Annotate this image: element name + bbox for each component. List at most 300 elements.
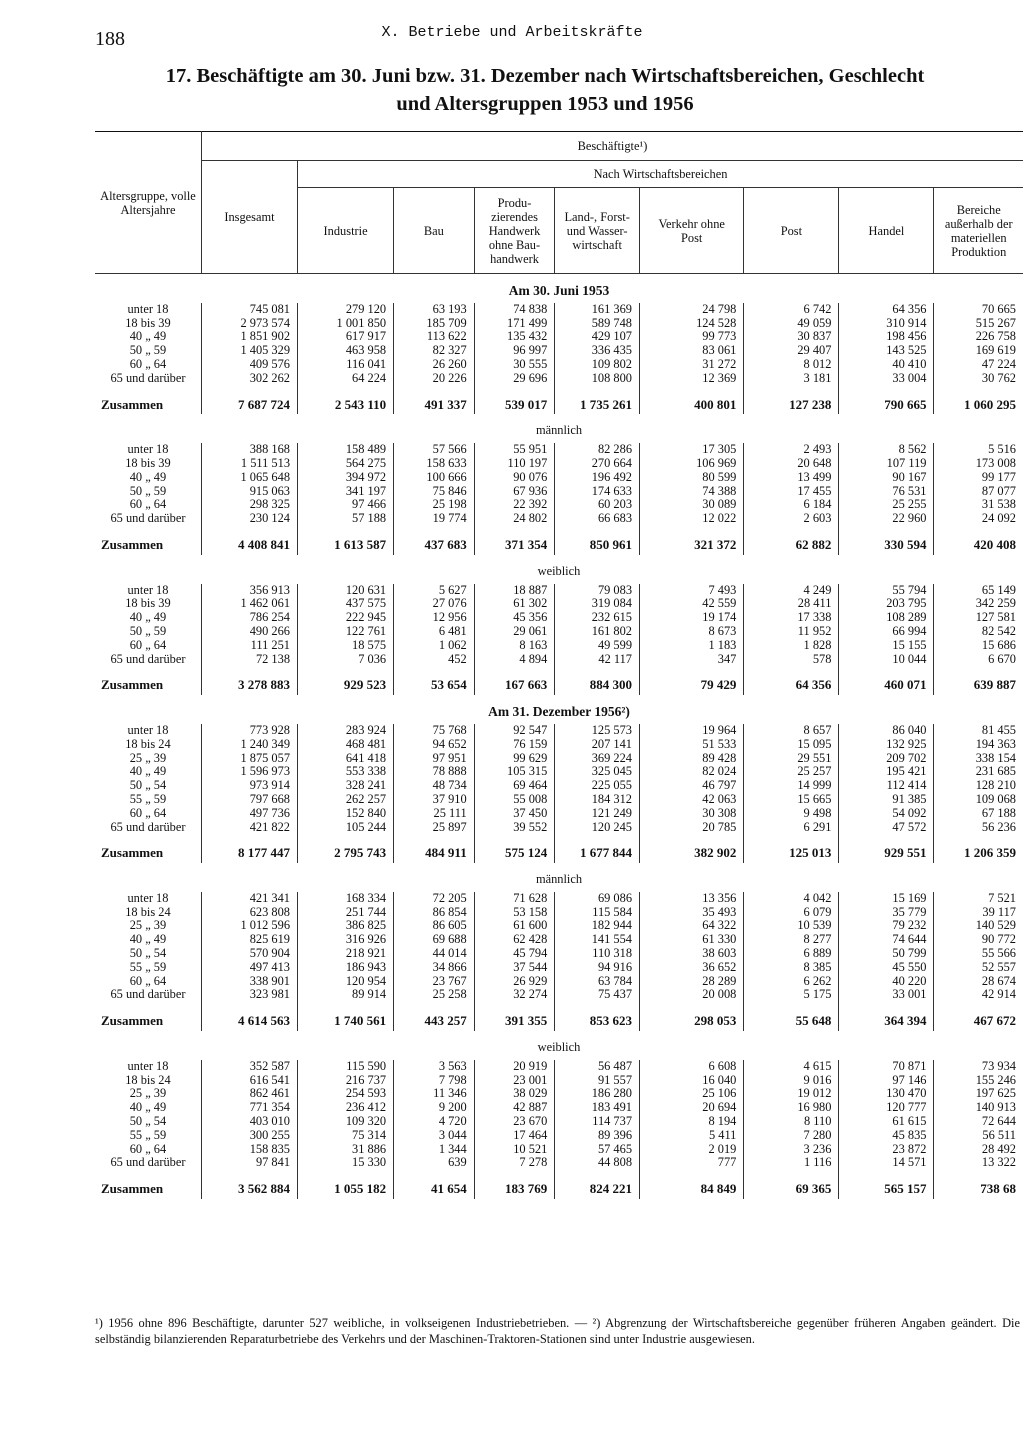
value-cell: 310 914 [839,317,934,331]
value-cell: 2 019 [640,1143,744,1157]
value-cell: 161 369 [555,303,640,317]
value-cell: 69 688 [394,933,475,947]
value-cell: 34 866 [394,961,475,975]
value-cell: 4 042 [744,892,839,906]
total-value: 738 68 [934,1176,1023,1199]
value-cell: 132 925 [839,738,934,752]
value-cell: 158 835 [201,1143,297,1157]
value-cell: 120 631 [298,584,394,598]
value-cell: 589 748 [555,317,640,331]
value-cell: 75 768 [394,724,475,738]
table-row [95,1129,1023,1143]
total-value: 127 238 [744,392,839,415]
age-group-label: 40 „ 49 [129,933,167,947]
col-header-landwirtschaft: Land-, Forst- und Wasser-wirtschaft [555,188,640,274]
section-heading-row [95,1031,1023,1060]
value-cell: 38 603 [640,947,744,961]
value-cell: 60 203 [555,498,640,512]
section-heading: weiblich [537,563,581,578]
value-cell: 8 385 [744,961,839,975]
value-cell: 1 062 [394,639,475,653]
value-cell: 74 388 [640,485,744,499]
value-cell: 46 797 [640,779,744,793]
value-cell: 773 928 [201,724,297,738]
value-cell: 17 464 [474,1129,555,1143]
total-value: 183 769 [474,1176,555,1199]
col-header-bereiche: Bereiche außerhalb der materiellen Produktion [934,188,1023,274]
value-cell: 67 188 [934,807,1023,821]
table-row [95,443,1023,457]
value-cell: 86 605 [394,919,475,933]
age-group-label: 65 und darüber [110,1156,186,1170]
value-cell: 225 055 [555,779,640,793]
value-cell: 76 159 [474,738,555,752]
value-cell: 23 001 [474,1074,555,1088]
value-cell: 90 167 [839,471,934,485]
value-cell: 452 [394,653,475,667]
total-label: Zusammen [101,845,164,861]
value-cell: 236 412 [298,1101,394,1115]
value-cell: 23 767 [394,975,475,989]
value-cell: 55 008 [474,793,555,807]
value-cell: 341 197 [298,485,394,499]
total-value: 443 257 [394,1008,475,1031]
value-cell: 116 041 [298,358,394,372]
age-group-label: 55 „ 59 [129,960,167,974]
total-value: 400 801 [640,392,744,415]
table-row [95,372,1023,386]
value-cell: 45 356 [474,611,555,625]
value-cell: 283 924 [298,724,394,738]
value-cell: 66 994 [839,625,934,639]
value-cell: 51 533 [640,738,744,752]
value-cell: 338 901 [201,975,297,989]
age-group-label: 18 bis 24 [125,737,171,751]
value-cell: 19 774 [394,512,475,526]
total-value: 420 408 [934,532,1023,555]
value-cell: 74 838 [474,303,555,317]
age-group-label: 55 „ 59 [129,1128,167,1142]
value-cell: 328 241 [298,779,394,793]
value-cell: 62 428 [474,933,555,947]
value-cell: 4 249 [744,584,839,598]
value-cell: 75 437 [555,988,640,1002]
value-cell: 45 794 [474,947,555,961]
value-cell: 111 251 [201,639,297,653]
value-cell: 6 262 [744,975,839,989]
value-cell: 6 291 [744,821,839,835]
value-cell: 1 462 061 [201,597,297,611]
value-cell: 89 428 [640,752,744,766]
value-cell: 141 554 [555,933,640,947]
value-cell: 8 110 [744,1115,839,1129]
value-cell: 251 744 [298,906,394,920]
value-cell: 2 973 574 [201,317,297,331]
value-cell: 3 044 [394,1129,475,1143]
value-cell: 55 951 [474,443,555,457]
value-cell: 72 138 [201,653,297,667]
age-group-label: 50 „ 59 [129,344,167,358]
value-cell: 8 657 [744,724,839,738]
table-row [95,752,1023,766]
value-cell: 13 322 [934,1156,1023,1170]
value-cell: 45 835 [839,1129,934,1143]
value-cell: 797 668 [201,793,297,807]
age-group-label: 18 bis 24 [125,905,171,919]
value-cell: 25 258 [394,988,475,1002]
value-cell: 185 709 [394,317,475,331]
value-cell: 100 666 [394,471,475,485]
total-value: 467 672 [934,1008,1023,1031]
value-cell: 300 255 [201,1129,297,1143]
value-cell: 9 200 [394,1101,475,1115]
section-heading-row [95,414,1023,443]
value-cell: 110 318 [555,947,640,961]
table-row [95,1156,1023,1170]
value-cell: 1 240 349 [201,738,297,752]
total-row [95,532,1023,555]
section-heading: weiblich [537,1040,581,1055]
value-cell: 13 499 [744,471,839,485]
age-group-label: 40 „ 49 [129,1101,167,1115]
value-cell: 40 220 [839,975,934,989]
value-cell: 76 531 [839,485,934,499]
value-cell: 171 499 [474,317,555,331]
value-cell: 195 421 [839,765,934,779]
value-cell: 120 954 [298,975,394,989]
age-group-label: unter 18 [127,443,169,457]
value-cell: 7 521 [934,892,1023,906]
total-label: Zusammen [101,1181,164,1197]
value-cell: 89 914 [298,988,394,1002]
value-cell: 79 083 [555,584,640,598]
value-cell: 19 964 [640,724,744,738]
age-group-label: 60 „ 64 [129,806,167,820]
value-cell: 15 095 [744,738,839,752]
value-cell: 99 177 [934,471,1023,485]
age-group-label: 65 und darüber [110,988,186,1002]
value-cell: 23 872 [839,1143,934,1157]
employees-header: Beschäftigte¹) [201,132,1023,161]
value-cell: 56 487 [555,1060,640,1074]
value-cell: 37 544 [474,961,555,975]
value-cell: 99 629 [474,752,555,766]
value-cell: 8 163 [474,639,555,653]
value-cell: 10 539 [744,919,839,933]
value-cell: 56 511 [934,1129,1023,1143]
value-cell: 130 470 [839,1087,934,1101]
value-cell: 114 737 [555,1115,640,1129]
value-cell: 25 255 [839,498,934,512]
total-value: 1 060 295 [934,392,1023,415]
total-label: Zusammen [101,536,164,552]
value-cell: 82 024 [640,765,744,779]
sector-header: Nach Wirtschaftsbereichen [298,161,1023,188]
value-cell: 109 068 [934,793,1023,807]
total-row [95,1176,1023,1199]
value-cell: 67 936 [474,485,555,499]
value-cell: 8 012 [744,358,839,372]
value-cell: 99 773 [640,330,744,344]
value-cell: 57 465 [555,1143,640,1157]
value-cell: 31 538 [934,498,1023,512]
table-row [95,961,1023,975]
value-cell: 623 808 [201,906,297,920]
value-cell: 66 683 [555,512,640,526]
age-group-label: unter 18 [127,583,169,597]
table-row [95,1087,1023,1101]
age-group-label: 25 „ 39 [129,751,167,765]
value-cell: 80 599 [640,471,744,485]
value-cell: 12 956 [394,611,475,625]
total-value: 853 623 [555,1008,640,1031]
value-cell: 409 576 [201,358,297,372]
value-cell: 39 117 [934,906,1023,920]
table-row [95,988,1023,1002]
age-group-label: 40 „ 49 [129,330,167,344]
total-value: 321 372 [640,532,744,555]
value-cell: 105 315 [474,765,555,779]
value-cell: 468 481 [298,738,394,752]
value-cell: 44 808 [555,1156,640,1170]
stub-header: Altersgruppe, volle Altersjahre [95,132,201,274]
value-cell: 31 272 [640,358,744,372]
value-cell: 28 674 [934,975,1023,989]
value-cell: 110 197 [474,457,555,471]
value-cell: 319 084 [555,597,640,611]
value-cell: 11 346 [394,1087,475,1101]
age-group-label: 60 „ 64 [129,357,167,371]
value-cell: 25 111 [394,807,475,821]
value-cell: 8 277 [744,933,839,947]
table-row [95,807,1023,821]
value-cell: 222 945 [298,611,394,625]
value-cell: 174 633 [555,485,640,499]
value-cell: 73 934 [934,1060,1023,1074]
value-cell: 7 036 [298,653,394,667]
value-cell: 6 079 [744,906,839,920]
value-cell: 786 254 [201,611,297,625]
section-heading-row [95,863,1023,892]
value-cell: 270 664 [555,457,640,471]
value-cell: 19 012 [744,1087,839,1101]
value-cell: 78 888 [394,765,475,779]
value-cell: 108 289 [839,611,934,625]
value-cell: 20 694 [640,1101,744,1115]
value-cell: 86 854 [394,906,475,920]
age-group-label: 18 bis 39 [125,597,171,611]
value-cell: 64 356 [839,303,934,317]
value-cell: 38 029 [474,1087,555,1101]
table-row [95,1101,1023,1115]
value-cell: 12 369 [640,372,744,386]
value-cell: 15 169 [839,892,934,906]
value-cell: 298 325 [201,498,297,512]
age-group-label: 60 „ 64 [129,974,167,988]
value-cell: 16 040 [640,1074,744,1088]
total-value: 62 882 [744,532,839,555]
value-cell: 36 652 [640,961,744,975]
value-cell: 168 334 [298,892,394,906]
value-cell: 336 435 [555,344,640,358]
table-row [95,933,1023,947]
value-cell: 61 330 [640,933,744,947]
value-cell: 44 014 [394,947,475,961]
total-value: 382 902 [640,840,744,863]
value-cell: 262 257 [298,793,394,807]
value-cell: 183 491 [555,1101,640,1115]
value-cell: 79 232 [839,919,934,933]
total-value: 491 337 [394,392,475,415]
value-cell: 109 320 [298,1115,394,1129]
value-cell: 63 193 [394,303,475,317]
value-cell: 4 720 [394,1115,475,1129]
value-cell: 22 392 [474,498,555,512]
value-cell: 10 044 [839,653,934,667]
value-cell: 19 174 [640,611,744,625]
value-cell: 57 188 [298,512,394,526]
value-cell: 20 785 [640,821,744,835]
value-cell: 47 224 [934,358,1023,372]
value-cell: 35 779 [839,906,934,920]
section-heading-row [95,695,1023,724]
table-row [95,919,1023,933]
total-value: 53 654 [394,672,475,695]
age-group-label: unter 18 [127,1059,169,1073]
table-row [95,653,1023,667]
value-cell: 22 960 [839,512,934,526]
value-cell: 28 411 [744,597,839,611]
table-body [95,274,1023,1200]
value-cell: 61 302 [474,597,555,611]
table-row [95,779,1023,793]
value-cell: 25 198 [394,498,475,512]
value-cell: 5 175 [744,988,839,1002]
value-cell: 42 914 [934,988,1023,1002]
total-value: 850 961 [555,532,640,555]
total-value: 484 911 [394,840,475,863]
value-cell: 29 407 [744,344,839,358]
total-value: 4 408 841 [201,532,297,555]
value-cell: 72 644 [934,1115,1023,1129]
section-heading: Am 30. Juni 1953 [508,283,610,298]
value-cell: 9 498 [744,807,839,821]
value-cell: 37 450 [474,807,555,821]
table-row [95,597,1023,611]
table-row [95,584,1023,598]
value-cell: 347 [640,653,744,667]
value-cell: 5 516 [934,443,1023,457]
value-cell: 3 181 [744,372,839,386]
value-cell: 89 396 [555,1129,640,1143]
value-cell: 155 246 [934,1074,1023,1088]
value-cell: 29 061 [474,625,555,639]
total-value: 364 394 [839,1008,934,1031]
value-cell: 37 910 [394,793,475,807]
value-cell: 4 615 [744,1060,839,1074]
age-group-label: 18 bis 24 [125,1073,171,1087]
age-group-label: 65 und darüber [110,820,186,834]
table-row [95,639,1023,653]
total-value: 2 543 110 [298,392,394,415]
value-cell: 1 875 057 [201,752,297,766]
total-value: 391 355 [474,1008,555,1031]
table-row [95,498,1023,512]
value-cell: 26 260 [394,358,475,372]
value-cell: 53 158 [474,906,555,920]
age-group-label: 50 „ 54 [129,1115,167,1129]
table-row [95,512,1023,526]
value-cell: 106 969 [640,457,744,471]
value-cell: 20 226 [394,372,475,386]
value-cell: 5 411 [640,1129,744,1143]
total-value: 84 849 [640,1176,744,1199]
value-cell: 113 622 [394,330,475,344]
section-heading-row [95,555,1023,584]
total-value: 1 055 182 [298,1176,394,1199]
value-cell: 12 022 [640,512,744,526]
value-cell: 463 958 [298,344,394,358]
total-value: 330 594 [839,532,934,555]
value-cell: 515 267 [934,317,1023,331]
value-cell: 11 952 [744,625,839,639]
value-cell: 226 758 [934,330,1023,344]
value-cell: 120 777 [839,1101,934,1115]
value-cell: 973 914 [201,779,297,793]
table-row [95,1060,1023,1074]
value-cell: 122 761 [298,625,394,639]
value-cell: 20 919 [474,1060,555,1074]
value-cell: 825 619 [201,933,297,947]
value-cell: 4 894 [474,653,555,667]
value-cell: 86 040 [839,724,934,738]
age-group-label: 25 „ 39 [129,1087,167,1101]
value-cell: 115 590 [298,1060,394,1074]
value-cell: 203 795 [839,597,934,611]
value-cell: 32 274 [474,988,555,1002]
table-row [95,1115,1023,1129]
age-group-label: 40 „ 49 [129,765,167,779]
value-cell: 745 081 [201,303,297,317]
value-cell: 90 076 [474,471,555,485]
value-cell: 30 308 [640,807,744,821]
value-cell: 57 566 [394,443,475,457]
value-cell: 254 593 [298,1087,394,1101]
total-value: 565 157 [839,1176,934,1199]
value-cell: 94 652 [394,738,475,752]
total-value: 69 365 [744,1176,839,1199]
value-cell: 158 633 [394,457,475,471]
value-cell: 24 798 [640,303,744,317]
value-cell: 356 913 [201,584,297,598]
col-header-industrie: Industrie [298,188,394,274]
value-cell: 421 822 [201,821,297,835]
col-header-handel: Handel [839,188,934,274]
value-cell: 394 972 [298,471,394,485]
value-cell: 639 [394,1156,475,1170]
value-cell: 25 257 [744,765,839,779]
value-cell: 14 999 [744,779,839,793]
value-cell: 915 063 [201,485,297,499]
value-cell: 564 275 [298,457,394,471]
age-group-label: 55 „ 59 [129,792,167,806]
value-cell: 75 846 [394,485,475,499]
table-row [95,892,1023,906]
value-cell: 55 566 [934,947,1023,961]
value-cell: 45 550 [839,961,934,975]
value-cell: 25 897 [394,821,475,835]
total-value: 884 300 [555,672,640,695]
